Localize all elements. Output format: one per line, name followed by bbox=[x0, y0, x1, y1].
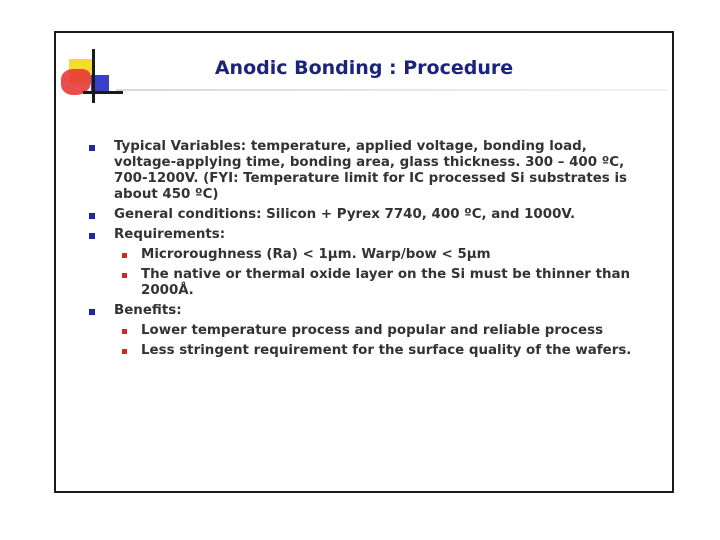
bullet-text: Requirements: bbox=[114, 227, 226, 242]
slide-title: Anodic Bonding : Procedure bbox=[214, 57, 514, 79]
bullet-text: Typical Variables: temperature, applied voltage, bonding load, voltage-applying time, bonding area, glass thickness. 300 – 400 ºC, 700-1200V. (FYI: Temperature limit for IC processed Si substrates is about 450 ºC) bbox=[114, 139, 627, 202]
square-bullet-icon bbox=[89, 145, 95, 151]
small-square-bullet-icon bbox=[122, 329, 127, 334]
sub-bullet-text: The native or thermal oxide layer on the Si must be thinner than 2000Å. bbox=[141, 267, 631, 298]
small-square-bullet-icon bbox=[122, 253, 127, 258]
square-bullet-icon bbox=[89, 213, 95, 219]
slide bbox=[54, 31, 674, 493]
sub-bullet-item bbox=[86, 343, 646, 359]
bullet-text: General conditions: Silicon + Pyrex 7740, 400 ºC, and 1000V. bbox=[114, 207, 576, 222]
bullet-item-benefits bbox=[86, 303, 646, 319]
sub-bullet-item bbox=[86, 247, 646, 263]
sub-bullet-text: Lower temperature process and popular and reliable process bbox=[141, 323, 604, 338]
bullet-item-conditions bbox=[86, 207, 646, 223]
small-square-bullet-icon bbox=[122, 273, 127, 278]
bullet-item-requirements bbox=[86, 227, 646, 243]
small-square-bullet-icon bbox=[122, 349, 127, 354]
sub-bullet-text: Microroughness (Ra) < 1µm. Warp/bow < 5µm bbox=[141, 247, 491, 262]
sub-bullet-item bbox=[86, 323, 646, 339]
bullet-item-variables bbox=[86, 139, 646, 203]
sub-bullet-text: Less stringent requirement for the surface quality of the wafers. bbox=[141, 343, 632, 358]
bullet-text: Benefits: bbox=[114, 303, 182, 318]
title-divider bbox=[116, 89, 668, 91]
square-bullet-icon bbox=[89, 233, 95, 239]
slide-content bbox=[86, 139, 646, 363]
square-bullet-icon bbox=[89, 309, 95, 315]
logo-horizontal-line bbox=[83, 91, 123, 94]
sub-bullet-item bbox=[86, 267, 646, 299]
